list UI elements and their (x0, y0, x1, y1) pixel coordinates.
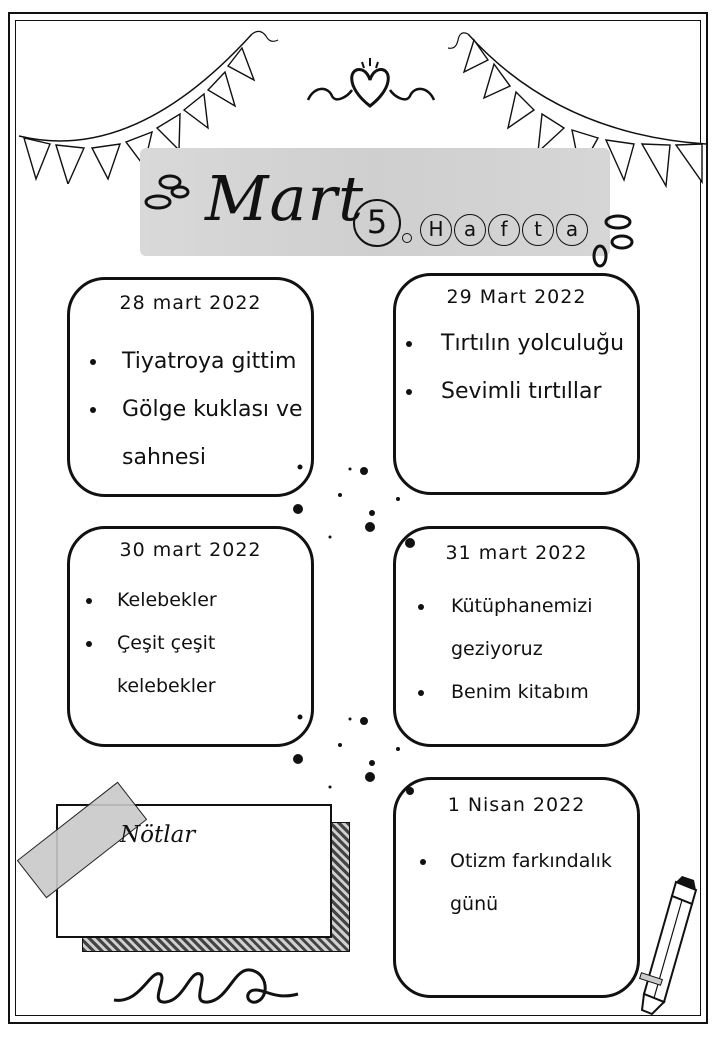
title-week-letter: H (420, 214, 452, 246)
splash-icon (140, 162, 200, 222)
day-card-1-nisan (393, 777, 640, 998)
title-dot (402, 233, 412, 243)
dots-decoration (288, 455, 418, 795)
list-item: Sevimli tırtıllar (396, 368, 641, 416)
title-week-letter: t (522, 214, 554, 246)
notes-label: Nötlar (120, 822, 196, 848)
pencil-icon (630, 876, 702, 1018)
list-item: Tırtılın yolculuğu (396, 320, 641, 368)
list-item: Tiyatroya gittim (70, 338, 310, 386)
day-card-29-mart (393, 273, 640, 495)
list-item-continuation: günü (450, 893, 499, 915)
swirl-icon (110, 960, 302, 1012)
card-list (396, 320, 641, 416)
title-week-letter: a (454, 214, 486, 246)
heart-flourish-icon (304, 56, 438, 112)
list-item-continuation: sahnesi (122, 445, 206, 470)
day-card-31-mart (393, 526, 640, 747)
card-list (70, 579, 310, 708)
title-week-number: 5 (353, 199, 401, 247)
list-item-continuation: kelebekler (117, 675, 216, 697)
list-item: Gölge kuklası ve (70, 386, 310, 434)
card-date: 29 Mart 2022 (446, 286, 587, 308)
title-week-word (420, 214, 588, 246)
list-item: Çeşit çeşit (70, 622, 310, 665)
list-item: Otizm farkındalık (396, 840, 636, 883)
list-item-continuation: geziyoruz (451, 638, 543, 660)
day-card-28-mart (67, 277, 314, 497)
list-item: Benim kitabım (396, 671, 636, 714)
title-week-letter: a (556, 214, 588, 246)
title-month: Mart (205, 162, 364, 235)
title-week-letter: f (488, 214, 520, 246)
card-list (70, 338, 310, 482)
list-item: Kütüphanemizi (396, 585, 636, 628)
card-date: 1 Nisan 2022 (447, 794, 586, 816)
card-list (396, 585, 636, 714)
day-card-30-mart (67, 526, 314, 747)
card-date: 30 mart 2022 (119, 539, 262, 561)
card-date: 31 mart 2022 (445, 542, 588, 564)
list-item: Kelebekler (70, 579, 310, 622)
splash-icon (588, 210, 636, 272)
card-list (396, 840, 636, 926)
card-date: 28 mart 2022 (119, 292, 262, 314)
